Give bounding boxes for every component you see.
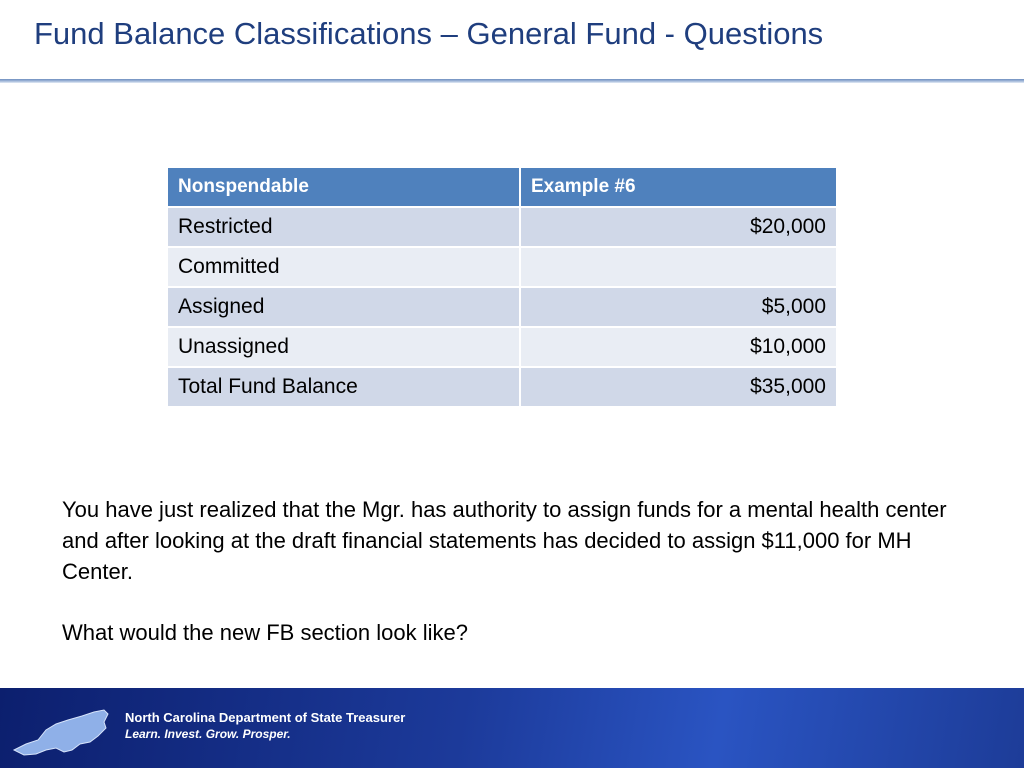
table-row — [167, 207, 837, 247]
row-label: Assigned — [167, 287, 520, 327]
table-row — [167, 327, 837, 367]
slide-title: Fund Balance Classifications – General Fund - Questions — [34, 16, 824, 51]
row-label: Restricted — [167, 207, 520, 247]
row-label: Committed — [167, 247, 520, 287]
row-amount: $35,000 — [520, 367, 837, 407]
table-header-row — [167, 167, 837, 207]
row-label: Total Fund Balance — [167, 367, 520, 407]
row-amount — [520, 247, 837, 287]
table-row — [167, 247, 837, 287]
fund-balance-table — [166, 166, 838, 408]
row-label: Unassigned — [167, 327, 520, 367]
footer-banner — [0, 688, 1024, 768]
north-carolina-map-icon — [12, 700, 112, 758]
table-row-total — [167, 367, 837, 407]
question-prompt-text: What would the new FB section look like? — [62, 620, 468, 645]
header-example: Example #6 — [520, 167, 837, 207]
row-amount: $10,000 — [520, 327, 837, 367]
title-divider — [0, 79, 1024, 83]
header-classification: Nonspendable — [167, 167, 520, 207]
table-row — [167, 287, 837, 327]
question-scenario-text: You have just realized that the Mgr. has authority to assign funds for a mental health center and after looking at the draft financial statements has decided to assign $11,000 for MH Center. — [62, 497, 947, 584]
row-amount: $20,000 — [520, 207, 837, 247]
organization-name: North Carolina Department of State Treasurer — [125, 710, 406, 725]
row-amount: $5,000 — [520, 287, 837, 327]
organization-tagline: Learn. Invest. Grow. Prosper. — [125, 727, 291, 741]
